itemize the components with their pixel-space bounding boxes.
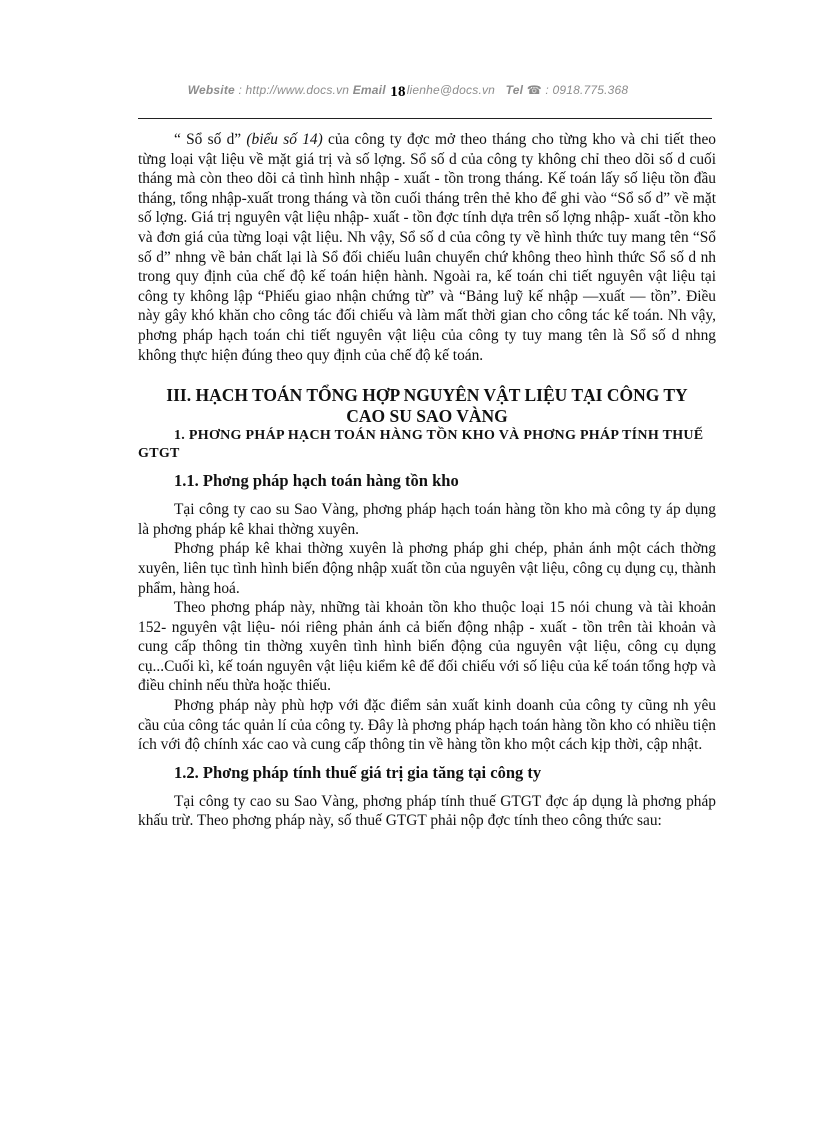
email-label: Email: [352, 83, 386, 97]
header-divider: [138, 118, 712, 119]
para1-italic-ref: (biểu số 14): [246, 131, 323, 148]
paragraph-2: Tại công ty cao su Sao Vàng, phơng pháp hạch toán hàng tồn kho mà công ty áp dụng là phơng pháp kê khai thờng xuyên.: [138, 501, 716, 538]
heading-1-2: 1.2. Phơng pháp tính thuế giá trị gia tăng tại công ty: [174, 762, 542, 782]
tel-label: Tel: [505, 83, 524, 97]
paragraph-3: Phơng pháp kê khai thờng xuyên là phơng pháp ghi chép, phản ánh một cách thờng xuyên, liên tục tình hình biến động nhập xuất tồn của nguyên vật liệu, công cụ dụng cụ, thành phẩm, hàng hoá.: [138, 540, 716, 597]
paragraph-so-so-du: [138, 130, 716, 365]
section-title: III. HẠCH TOÁN TỔNG HỢP NGUYÊN VẬT LIỆU TẠI CÔNG TY CAO SU SAO VÀNG: [166, 385, 688, 427]
paragraph-6: Tại công ty cao su Sao Vàng, phơng pháp tính thuế GTGT đợc áp dụng là phơng pháp khấu trừ. Theo phơng pháp này, số thuế GTGT phải nộp đợc tính theo công thức sau:: [138, 792, 716, 830]
page-header: [0, 82, 816, 99]
page-number: 18: [390, 84, 406, 100]
para1-part1: “ Sổ số d”: [174, 131, 247, 148]
website-value[interactable]: : http://www.docs.vn: [238, 83, 350, 97]
website-label: Website: [187, 83, 235, 97]
document-body: [138, 130, 716, 831]
tel-value: ☎ : 0918.775.368: [526, 83, 629, 97]
heading-1-1: 1.1. Phơng pháp hạch toán hàng tồn kho: [174, 471, 459, 491]
paragraph-5: Phơng pháp này phù hợp với đặc điểm sản xuất kinh doanh của công ty cũng nh yêu cầu của công tác quản lí của công ty. Đây là phơng pháp hạch toán hàng tồn kho có nhiều tiện ích với độ chính xác cao và cung cấp thông tin về hàng tồn kho một cách kịp thời, cập nhật.: [138, 697, 716, 754]
paragraph-4: Theo phơng pháp này, những tài khoản tồn kho thuộc loại 15 nói chung và tài khoản 152- nguyên vật liệu- nói riêng phản ánh cả biến động nhập - xuất - tồn trên tài khoản và cung cấp thông tin thờng xuyên tình hình biến động của nguyên vật liệu, công cụ dụng cụ...Cuối kì, kế toán nguyên vật liệu kiểm kê để đối chiếu với số liệu của kế toán tổng hợp và điều chỉnh nếu thừa hoặc thiếu.: [138, 599, 716, 695]
para1-part2: của công ty đợc mở theo tháng cho từng kho và chi tiết theo từng loại vật liệu về mặt giá trị và số lợng. Sổ số d của công ty không chỉ theo dõi số d cuối tháng mà còn theo dõi cả tình hình nhập - xuất - tồn trong tháng. Kế toán lấy số liệu tồn đầu tháng, tổng nhập-xuất trong tháng và tồn cuối tháng trên thẻ kho để ghi vào “Sổ số d” về mặt số lợng. Giá trị nguyên vật liệu nhập- xuất - tồn đợc tính dựa trên số lợng nhập- xuất -tồn kho và đơn giá của từng loại vật liệu. Nh vậy, Sổ số d của công ty về hình thức tuy mang tên “Sổ số d” nhng về bản chất lại là Sổ đối chiếu luân chuyển chứ không theo hình thức Sổ số d nh trong quy định của chế độ kế toán hiện hành. Ngoài ra, kế toán chi tiết nguyên vật liệu tại công ty không lập “Phiếu giao nhận chứng từ” và “Bảng luỹ kế nhập —xuất — tồn”. Điều này gây khó khăn cho công tác đối chiếu và làm mất thời gian cho công tác kế toán. Nh vậy, phơng pháp hạch toán chi tiết nguyên vật liệu của công ty tuy mang tên là Sổ số d nhng không thực hiện đúng theo quy định của chế độ kế toán.: [138, 131, 716, 364]
email-value[interactable]: lienhe@docs.vn: [406, 83, 496, 97]
subsection-title: 1. PHƠNG PHÁP HẠCH TOÁN HÀNG TỒN KHO VÀ PHƠNG PHÁP TÍNH THUẾ GTGT: [138, 428, 704, 462]
